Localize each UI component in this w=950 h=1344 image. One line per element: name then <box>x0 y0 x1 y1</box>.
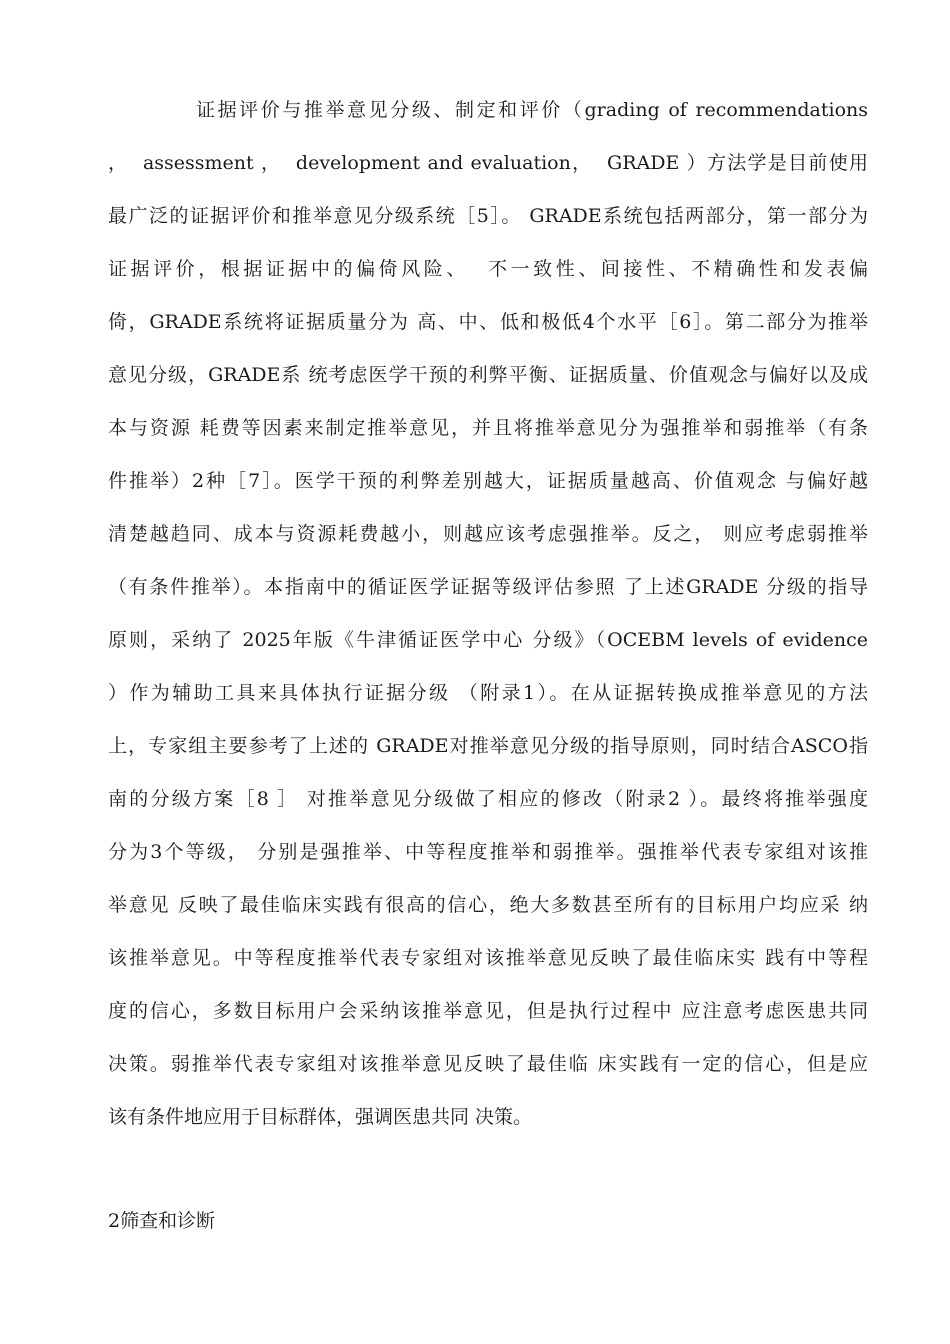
paragraph-line: 举意见 反映了最佳临床实践有很高的信心，绝大多数甚至所有的目标用户均应采 纳 <box>108 894 868 916</box>
paragraph-line: 分为3个等级， 分别是强推举、中等程度推举和弱推举。强推举代表专家组对该推 <box>108 841 868 863</box>
paragraph-line: 原则，采纳了 2025年版《牛津循证医学中心 分级》（OCEBM levels of evidence <box>108 629 868 651</box>
paragraph-line: 本与资源 耗费等因素来制定推举意见，并且将推举意见分为强推举和弱推举（有条 <box>108 417 868 439</box>
paragraph-line: 决策。弱推举代表专家组对该推举意见反映了最佳临 床实践有一定的信心，但是应 <box>108 1053 868 1075</box>
paragraph-line: 倚，GRADE系统将证据质量分为 高、中、低和极低4个水平［6］。第二部分为推举 <box>108 311 868 333</box>
paragraph-line: 该有条件地应用于目标群体，强调医患共同 决策。 <box>108 1106 533 1128</box>
paragraph-line: 度的信心，多数目标用户会采纳该推举意见，但是执行过程中 应注意考虑医患共同 <box>108 1000 868 1022</box>
paragraph-line: 南的分级方案［8 ］ 对推举意见分级做了相应的修改（附录2 ）。最终将推举强度 <box>108 788 868 810</box>
paragraph-line: ， assessment ， development and evaluation， GRADE ）方法学是目前使用 <box>108 152 868 174</box>
paragraph-line: 证据评价，根据证据中的偏倚风险、 不一致性、间接性、不精确性和发表偏 <box>108 258 868 280</box>
paragraph-line: 最广泛的证据评价和推举意见分级系统［5］。 GRADE系统包括两部分，第一部分为 <box>108 205 868 227</box>
paragraph-line: 上，专家组主要参考了上述的 GRADE对推举意见分级的指导原则，同时结合ASCO指 <box>108 735 868 757</box>
paragraph-line: （有条件推举）。本指南中的循证医学证据等级评估参照 了上述GRADE 分级的指导 <box>108 576 868 598</box>
paragraph-line: ）作为辅助工具来具体执行证据分级 （附录1）。在从证据转换成推举意见的方法 <box>108 682 868 704</box>
paragraph-line: 该推举意见。中等程度推举代表专家组对该推举意见反映了最佳临床实 践有中等程 <box>108 947 868 969</box>
paragraph-line: 意见分级，GRADE系 统考虑医学干预的利弊平衡、证据质量、价值观念与偏好以及成 <box>108 364 868 386</box>
section-heading: 2筛查和诊断 <box>108 1210 216 1232</box>
paragraph-line: 证据评价与推举意见分级、制定和评价（grading of recommendations <box>196 99 868 121</box>
paragraph-line: 件推举）2种［7］。医学干预的利弊差别越大，证据质量越高、价值观念 与偏好越 <box>108 470 868 492</box>
paragraph-line: 清楚越趋同、成本与资源耗费越小，则越应该考虑强推举。反之， 则应考虑弱推举 <box>108 523 868 545</box>
